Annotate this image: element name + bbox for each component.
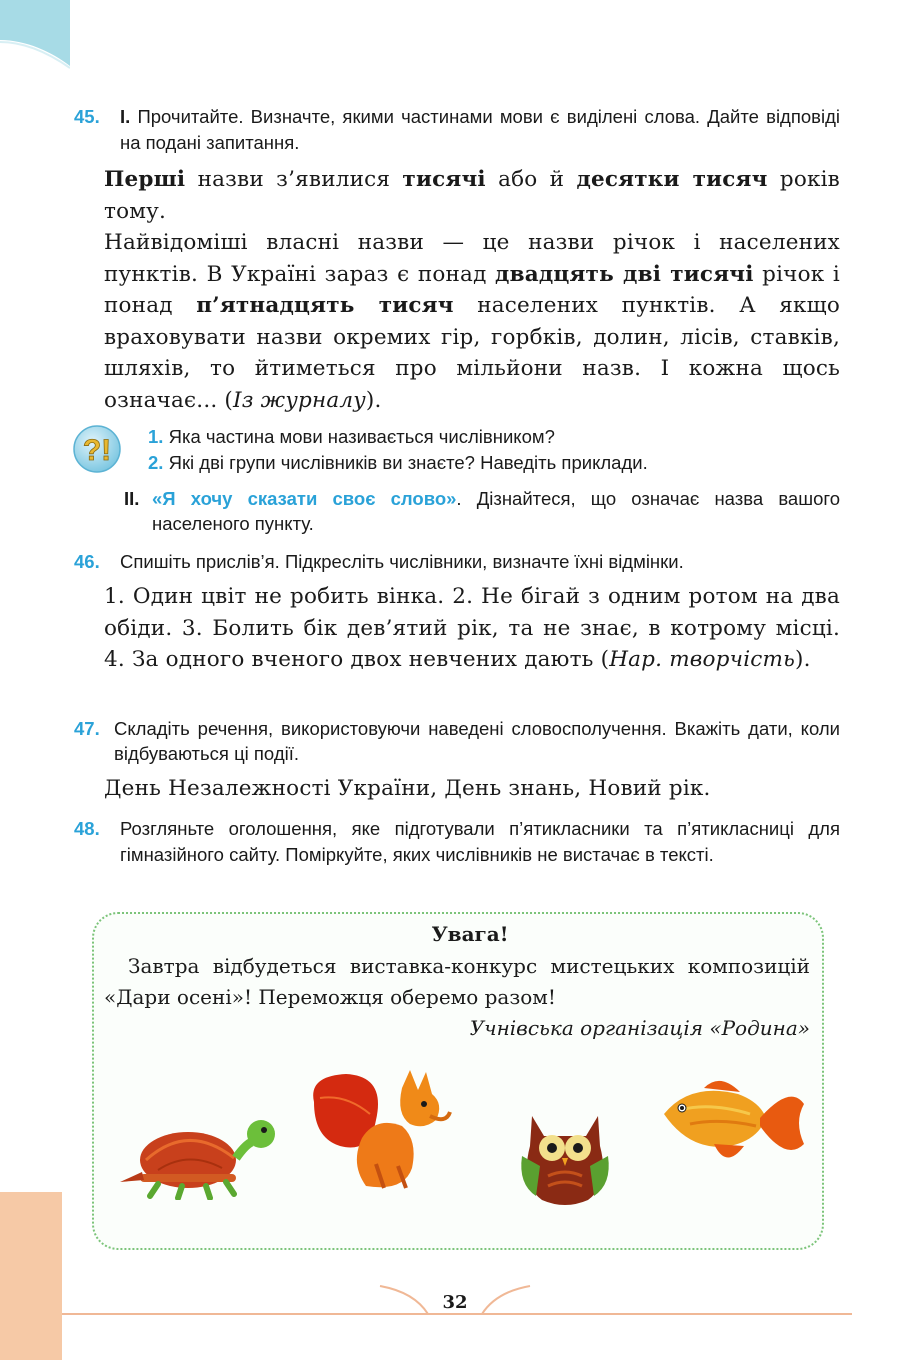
text-span: назви з’явилися [185,167,403,192]
question-text: Яка частина мови називається числівником? [168,426,555,447]
bold-word: двадцять дві тисячі [495,261,754,287]
instruction-text: Розгляньте оголошення, яке підготували п’ятикласники та п’ятикласниці для гімназійного сайту. Поміркуйте, яких числівників не вистачає в тексті. [120,818,840,865]
text-span: років тому. [104,167,840,224]
leaf-goldfish-picture [660,1074,806,1174]
text-span: населених пунктів. А якщо враховувати назви окремих гір, горбків, долин, лісів, ставків, шляхів, то йтиметься про мільйони назв. І кожна щось означає... ( [104,293,840,413]
roman-numeral: I. [120,106,131,127]
question-exclamation-icon [72,424,122,474]
question-item [148,450,838,476]
question-list [148,424,838,476]
icon-glyph: ?! [82,434,112,467]
question-number: 2. [148,452,164,473]
task-number: 46. [74,551,100,572]
bold-word: тисячі [402,167,486,192]
task-45-paragraph-1 [104,164,840,227]
instruction-text: . Дізнайтеся, що означає назва вашого населеного пункту. [152,488,840,534]
task-48-instruction [74,816,840,867]
text-span: Найвідоміші власні назви — це назви річок і населених пунктів. В Україні зараз є понад [104,230,840,287]
bold-word: десятки тисяч [576,167,768,192]
text-span: ). [365,387,382,413]
question-number: 1. [148,426,164,447]
text-span: ). [795,647,811,672]
corner-decoration-top [0,0,70,70]
announcement-body: Завтра відбудеться виставка-конкурс мистецьких композицій «Дари осені»! Переможця оберемо разом! [104,954,810,1009]
bold-word: п’ятнадцять тисяч [196,293,454,318]
task-47-instruction [74,716,840,766]
text-span: річок і понад [104,261,840,318]
task-45-part-2 [124,486,840,536]
source-citation: Із журналу [233,387,366,413]
text-span: 1. Один цвіт не робить вінка. 2. Не бігай з одним ротом на два обіди. 3. Болить бік дев’ятий рік, та не знає, в котрому місці. 4. За одного вченого двох невчених дають ( [104,584,840,672]
question-item [148,424,838,450]
bold-word: Перші [104,167,186,192]
question-text: Які дві групи числівників ви знаєте? Наведіть приклади. [168,452,648,473]
task-45-paragraph-2 [104,227,840,416]
section-highlight: «Я хочу сказати своє слово» [152,488,457,509]
instruction-text: Складіть речення, використовуючи наведені словосполучення. Вкажіть дати, коли відбуваються ці події. [114,718,840,764]
leaf-turtle-picture [118,1110,280,1200]
text-span: або й [485,167,577,192]
source-citation: Нар. творчість [609,647,796,672]
task-45-instruction [74,104,840,156]
instruction-text: Спишіть прислів’я. Підкресліть числівники, визначте їхні відмінки. [120,551,684,572]
task-number: 47. [74,718,100,739]
task-46-proverbs [104,581,840,676]
page-number: 32 [442,1292,468,1313]
roman-numeral: II. [124,488,140,509]
task-46-instruction [74,549,840,575]
leaf-squirrel-picture [306,1068,466,1198]
announcement-signature: Учнівська організація «Родина» [469,1016,810,1040]
announcement-title: Увага! [431,922,509,946]
task-47-phrases: День Незалежності України, День знань, Новий рік. [104,776,711,801]
task-number: 48. [74,818,100,839]
corner-decoration-bottom [0,1192,62,1360]
instruction-text: Прочитайте. Визначте, якими частинами мови є виділені слова. Дайте відповіді на подані запитання. [120,106,840,153]
leaf-owl-picture [518,1106,612,1210]
task-number: 45. [74,106,100,127]
